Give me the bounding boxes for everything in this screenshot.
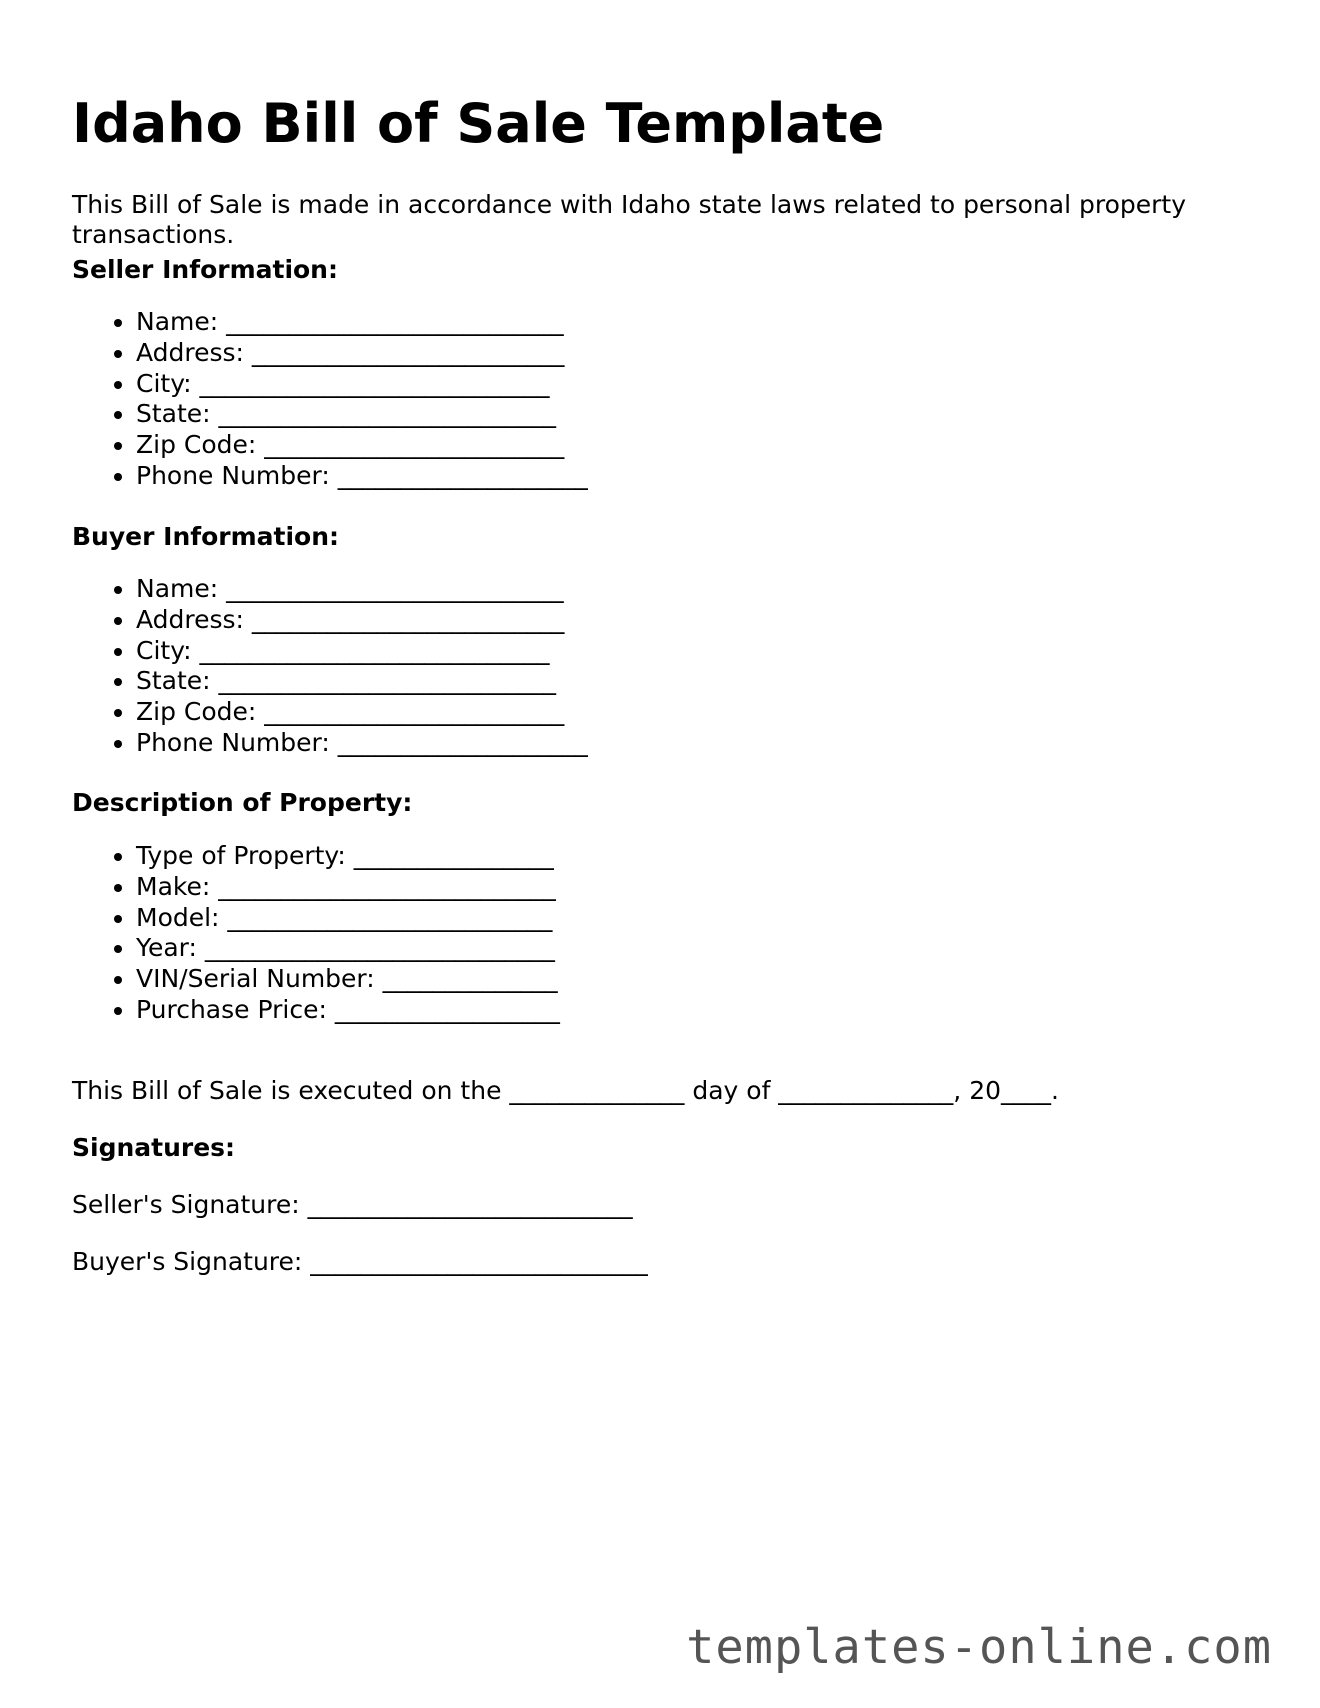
property-section-heading: Description of Property: <box>72 788 413 817</box>
seller-phone-field: • Phone Number: ____________________ <box>136 461 588 492</box>
seller-name-field: • Name: ___________________________ <box>136 307 588 338</box>
seller-address-field: • Address: _________________________ <box>136 338 588 369</box>
page-title: Idaho Bill of Sale Template <box>72 92 885 155</box>
intro-paragraph: This Bill of Sale is made in accordance with Idaho state laws related to personal property transactions. <box>72 190 1186 249</box>
buyer-city-field: • City: ____________________________ <box>136 636 588 667</box>
watermark: templates-online.com <box>686 1620 1272 1675</box>
property-type-field: • Type of Property: ________________ <box>136 841 560 872</box>
seller-zip-field: • Zip Code: ________________________ <box>136 430 588 461</box>
property-make-field: • Make: ___________________________ <box>136 872 560 903</box>
buyer-fields-list <box>72 574 588 759</box>
signatures-section-heading: Signatures: <box>72 1133 236 1162</box>
property-model-field: • Model: __________________________ <box>136 903 560 934</box>
seller-signature-line: Seller's Signature: __________________________ <box>72 1190 633 1219</box>
buyer-name-field: • Name: ___________________________ <box>136 574 588 605</box>
seller-fields-list <box>72 307 588 492</box>
seller-state-field: • State: ___________________________ <box>136 399 588 430</box>
seller-section-heading: Seller Information: <box>72 255 338 284</box>
buyer-zip-field: • Zip Code: ________________________ <box>136 697 588 728</box>
buyer-section-heading: Buyer Information: <box>72 522 340 551</box>
property-year-field: • Year: ____________________________ <box>136 933 560 964</box>
property-vin-field: • VIN/Serial Number: ______________ <box>136 964 560 995</box>
buyer-signature-line: Buyer's Signature: ___________________________ <box>72 1247 648 1276</box>
execution-statement: This Bill of Sale is executed on the ______________ day of ______________, 20____. <box>72 1076 1059 1105</box>
buyer-phone-field: • Phone Number: ____________________ <box>136 728 588 759</box>
property-price-field: • Purchase Price: __________________ <box>136 995 560 1026</box>
buyer-state-field: • State: ___________________________ <box>136 666 588 697</box>
seller-city-field: • City: ____________________________ <box>136 369 588 400</box>
buyer-address-field: • Address: _________________________ <box>136 605 588 636</box>
property-fields-list <box>72 841 560 1026</box>
